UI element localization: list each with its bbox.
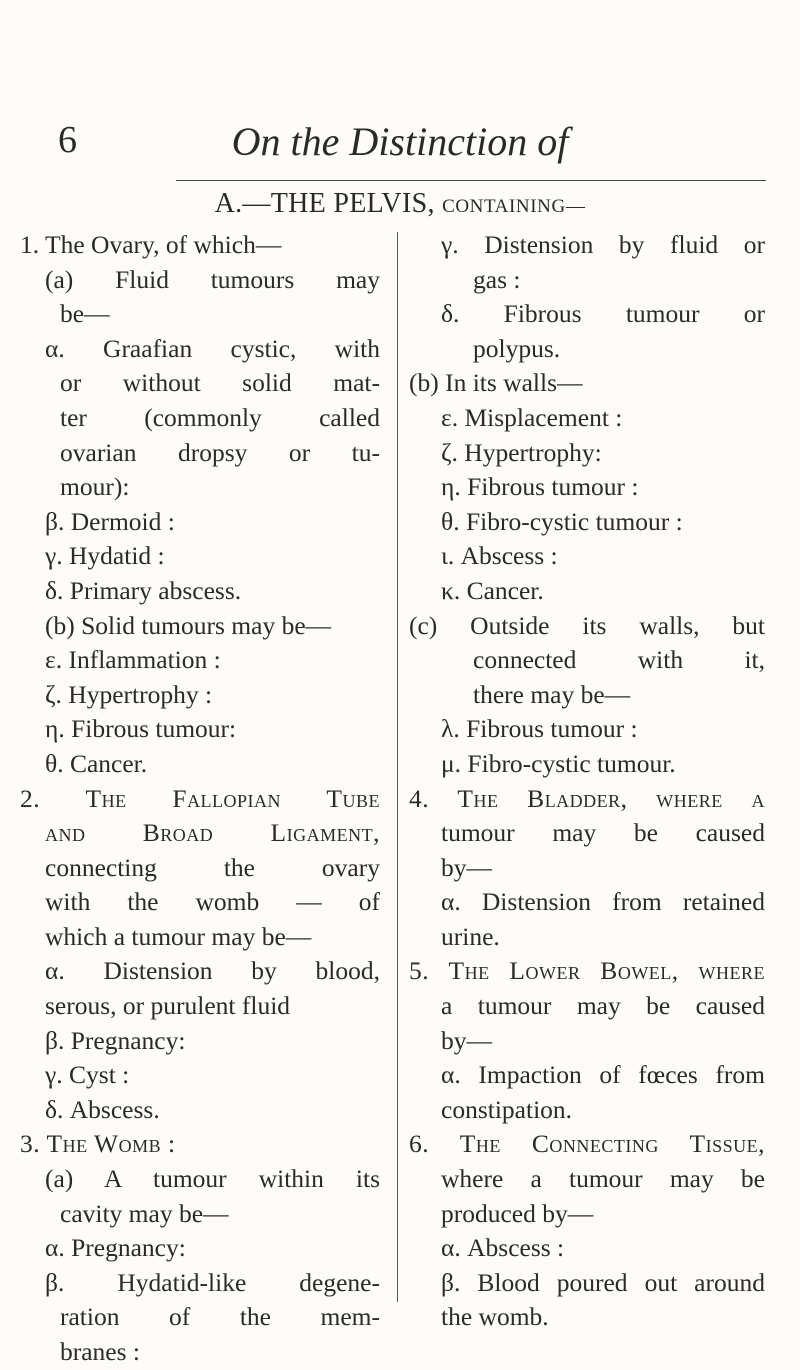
text-line: serous, or purulent fluid [45,991,291,1021]
text-line: cavity may be— [60,1198,229,1228]
text-line: δ. Abscess. [45,1094,160,1124]
text-line: 5. The Lower Bowel, where [409,956,765,986]
section-heading [0,188,800,220]
page-number: 6 [58,119,77,161]
text-line: tumour may be caused [441,818,765,848]
text-line: ration of the mem- [60,1302,380,1332]
text-line: β. Hydatid-like degene- [45,1267,380,1297]
text-line: ζ. Hypertrophy : [45,679,213,709]
text-line: ter (commonly called [60,402,380,432]
text-line: a tumour may be caused [441,991,765,1021]
text-line: δ. Fibrous tumour or [441,299,765,329]
text-line: η. Fibrous tumour : [441,472,639,502]
text-line: 4. The Bladder, where a [409,783,765,813]
text-line: 3. The Womb : [20,1129,176,1159]
text-line: θ. Fibro-cystic tumour : [441,506,683,536]
text-line: ε. Inflammation : [45,645,221,675]
head-rule [176,180,766,181]
text-line: by— [441,1025,492,1055]
text-line: ζ. Hypertrophy: [441,437,602,467]
text-line: with the womb — of [45,887,380,917]
text-line: β. Pregnancy: [45,1025,186,1055]
text-line: γ. Distension by fluid or [441,230,765,259]
text-line: δ. Primary abscess. [45,575,242,605]
text-line: there may be— [473,679,631,709]
text-line: which a tumour may be— [45,921,312,951]
text-line: ovarian dropsy or tu- [60,437,380,467]
text-line: (c) Outside its walls, but [409,610,765,640]
text-line: by— [441,852,492,882]
text-line: urine. [441,921,500,951]
text-line: α. Distension by blood, [45,956,380,986]
text-line: the womb. [441,1302,549,1332]
text-line: α. Impaction of fœces from [441,1060,765,1090]
text-line: connecting the ovary [45,852,380,882]
running-title: On the Distinction of [231,119,569,164]
text-line: 1. The Ovary, of which— [20,230,282,259]
text-line: β. Blood poured out around [441,1267,765,1297]
text-line: 2. The Fallopian Tube [20,783,380,813]
text-line: η. Fibrous tumour: [45,714,237,744]
text-line: κ. Cancer. [441,575,544,605]
text-line: μ. Fibro-cystic tumour. [441,748,676,778]
text-line: (a) Fluid tumours may [45,264,380,294]
text-line: β. Dermoid : [45,506,175,536]
text-line: 6. The Connecting Tissue, [409,1129,765,1159]
running-head [0,118,800,168]
text-line: polypus. [473,333,561,363]
text-line: gas : [473,264,521,294]
text-line: θ. Cancer. [45,748,148,778]
text-line: α. Pregnancy: [45,1233,186,1263]
text-line: and Broad Ligament, [45,818,380,848]
right-column [409,228,765,1335]
section-heading-main: A.—THE PELVIS, [214,188,435,219]
text-line: γ. Hydatid : [45,541,165,571]
text-line: α. Abscess : [441,1233,565,1263]
text-line: ι. Abscess : [441,541,558,571]
text-line: (a) A tumour within its [45,1164,380,1194]
text-line: α. Graafian cystic, with [45,333,380,363]
text-line: λ. Fibrous tumour : [441,714,638,744]
text-line: constipation. [441,1094,573,1124]
text-line: produced by— [441,1198,594,1228]
column-divider [397,232,398,1302]
section-heading-sub: CONTAINING— [442,196,586,217]
text-line: be— [60,299,110,329]
text-line: connected with it, [473,645,765,675]
text-line: ε. Misplacement : [441,402,623,432]
text-line: branes : [60,1337,141,1366]
text-line: (b) In its walls— [409,368,583,398]
text-line: α. Distension from retained [441,887,765,917]
text-line: mour): [60,472,130,502]
text-line: or without solid mat- [60,368,380,398]
text-line: γ. Cyst : [45,1060,130,1090]
text-line: (b) Solid tumours may be— [45,610,332,640]
text-line: where a tumour may be [441,1164,765,1194]
left-column [20,228,380,1370]
